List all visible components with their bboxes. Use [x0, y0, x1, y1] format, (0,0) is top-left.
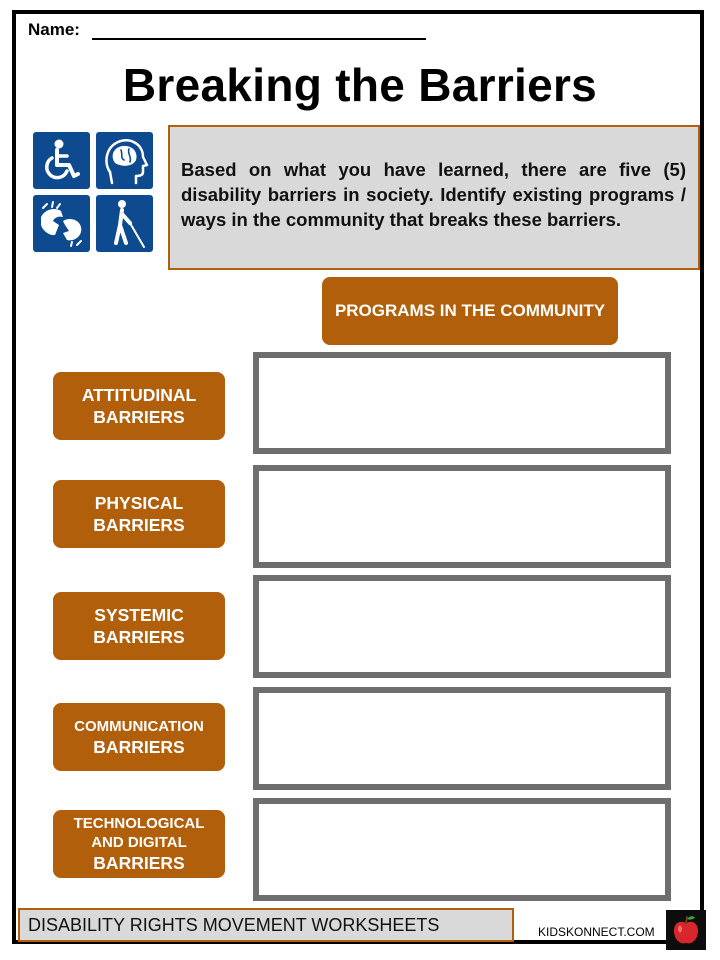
- barrier-label-line2: BARRIERS: [93, 627, 185, 647]
- brain-head-icon: [96, 132, 153, 189]
- sign-language-icon: [33, 195, 90, 252]
- name-input-line[interactable]: [92, 38, 426, 40]
- barrier-label-line1: TECHNOLOGICAL AND DIGITAL: [73, 815, 205, 851]
- footer-brand: KIDSKONNECT.COM: [538, 925, 655, 939]
- barrier-label-line1: PHYSICAL: [94, 493, 184, 513]
- barrier-label-line1: ATTITUDINAL: [81, 385, 197, 405]
- barrier-label-line2: BARRIERS: [93, 407, 185, 427]
- name-label: Name:: [28, 20, 80, 39]
- barrier-label-technological: [53, 810, 225, 878]
- barrier-label-systemic: [53, 592, 225, 660]
- answer-box-attitudinal[interactable]: [253, 352, 671, 454]
- barrier-label-line2: BARRIERS: [93, 736, 185, 757]
- answer-box-technological[interactable]: [253, 798, 671, 901]
- barrier-label-line1: COMMUNICATION: [74, 717, 204, 735]
- barrier-label-line2: BARRIERS: [93, 853, 185, 873]
- answer-box-communication[interactable]: [253, 687, 671, 790]
- blind-cane-icon: [96, 195, 153, 252]
- barrier-label-attitudinal: [53, 372, 225, 440]
- instructions-box: Based on what you have learned, there are five (5) disability barriers in society. Identify existing programs / ways in the community that breaks these barriers.: [168, 125, 700, 270]
- answer-box-systemic[interactable]: [253, 575, 671, 678]
- apple-logo-icon: [666, 910, 706, 950]
- barrier-label-line2: BARRIERS: [93, 515, 185, 535]
- barrier-label-physical: [53, 480, 225, 548]
- barrier-label-line1: SYSTEMIC: [94, 605, 184, 625]
- programs-column-header: PROGRAMS IN THE COMMUNITY: [322, 277, 618, 345]
- answer-box-physical[interactable]: [253, 465, 671, 568]
- wheelchair-icon: [33, 132, 90, 189]
- barrier-label-communication: [53, 703, 225, 771]
- disability-icons: [33, 132, 155, 254]
- page-title: Breaking the Barriers: [122, 59, 598, 111]
- footer-series-title: DISABILITY RIGHTS MOVEMENT WORKSHEETS: [18, 908, 514, 942]
